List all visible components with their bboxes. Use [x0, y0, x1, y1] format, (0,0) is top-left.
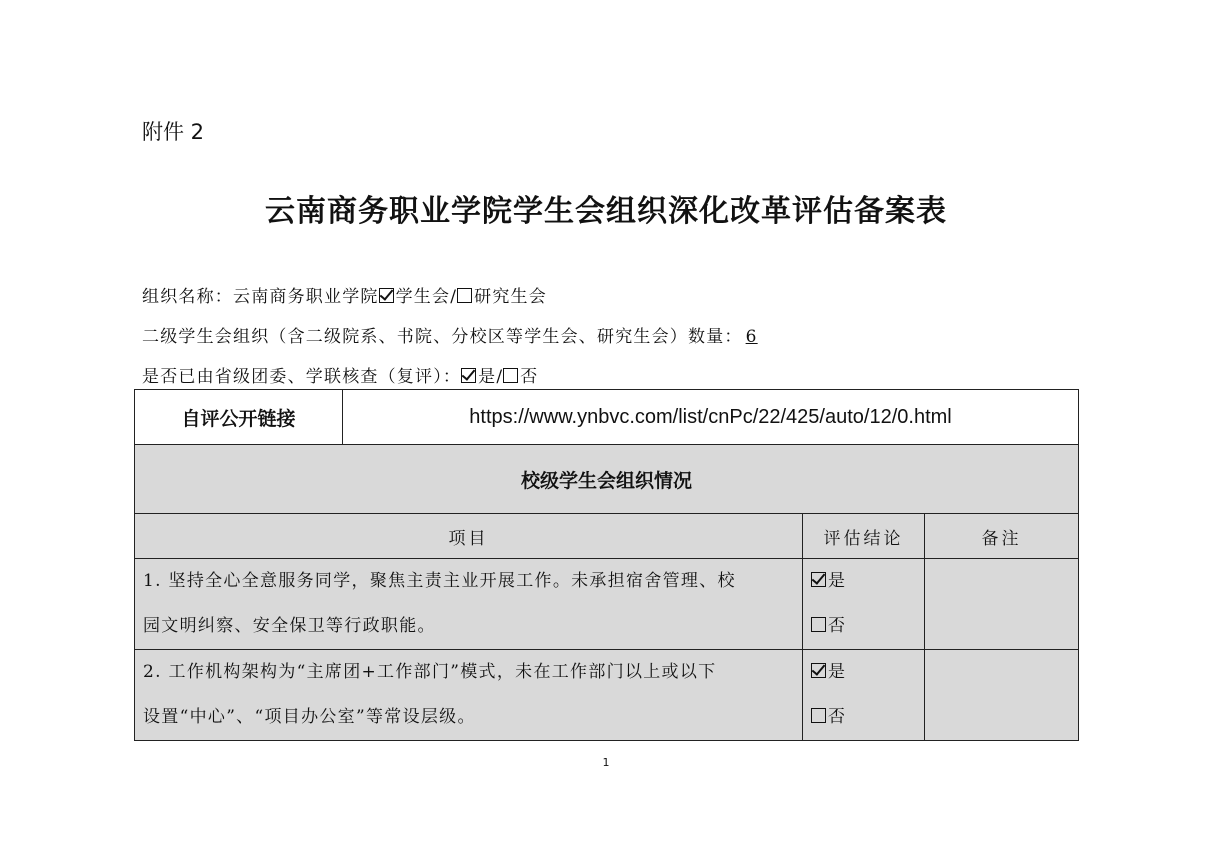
- table-row: [135, 559, 1079, 650]
- no-label: 否: [828, 707, 845, 727]
- review-label: 是否已由省级团委、学联核查（复评）：: [142, 367, 462, 387]
- remark-cell[interactable]: [925, 650, 1079, 741]
- item-text-line: 设置“中心”、“项目办公室”等常设层级。: [143, 707, 476, 727]
- assessment-table: [134, 389, 1079, 741]
- item-text-line: 2. 工作机构架构为“主席团+工作部门”模式，未在工作部门以上或以下: [143, 662, 717, 682]
- org-name-label: 组织名称：云南商务职业学院: [142, 287, 379, 307]
- conclusion-cell: [803, 559, 925, 650]
- reviewed-yes-checkbox[interactable]: [461, 368, 476, 383]
- link-label: 自评公开链接: [135, 390, 343, 445]
- header-row: [135, 514, 1079, 559]
- item-text-line: 1. 坚持全心全意服务同学，聚焦主责主业开展工作。未承担宿舍管理、校: [143, 571, 736, 591]
- self-eval-link[interactable]: https://www.ynbvc.com/list/cnPc/22/425/auto/12/0.html: [343, 390, 1079, 445]
- page-number: 1: [602, 756, 610, 769]
- no-label: 否: [828, 616, 845, 636]
- section-row: [135, 445, 1079, 514]
- org-name-line: [142, 282, 547, 307]
- review-line: [142, 362, 538, 387]
- yes-checkbox[interactable]: [811, 663, 826, 678]
- remark-cell[interactable]: [925, 559, 1079, 650]
- conclusion-cell: [803, 650, 925, 741]
- yes-label: 是: [828, 662, 845, 682]
- item-text: [135, 650, 803, 741]
- reviewed-yes-label: 是: [478, 367, 497, 387]
- header-remark: 备注: [925, 514, 1079, 559]
- sub-org-count: 6: [745, 327, 758, 347]
- student-union-label: 学生会: [395, 287, 451, 307]
- header-item: 项目: [135, 514, 803, 559]
- separator: /: [450, 287, 458, 307]
- section-title: 校级学生会组织情况: [135, 445, 1079, 514]
- item-text: [135, 559, 803, 650]
- header-conclusion: 评估结论: [803, 514, 925, 559]
- reviewed-no-checkbox[interactable]: [503, 368, 518, 383]
- link-row: [135, 390, 1079, 445]
- grad-union-checkbox[interactable]: [457, 288, 472, 303]
- grad-union-label: 研究生会: [474, 287, 547, 307]
- sub-org-label: 二级学生会组织（含二级院系、书院、分校区等学生会、研究生会）数量：: [142, 327, 743, 347]
- form-title: 云南商务职业学院学生会组织深化改革评估备案表: [265, 194, 947, 229]
- no-checkbox[interactable]: [811, 708, 826, 723]
- item-text-line: 园文明纠察、安全保卫等行政职能。: [143, 616, 436, 636]
- attachment-label: 附件 2: [142, 120, 205, 144]
- yes-label: 是: [828, 571, 845, 591]
- reviewed-no-label: 否: [520, 367, 539, 387]
- separator: /: [496, 367, 504, 387]
- sub-org-line: [142, 322, 761, 347]
- student-union-checkbox[interactable]: [379, 288, 394, 303]
- yes-checkbox[interactable]: [811, 572, 826, 587]
- table-row: [135, 650, 1079, 741]
- no-checkbox[interactable]: [811, 617, 826, 632]
